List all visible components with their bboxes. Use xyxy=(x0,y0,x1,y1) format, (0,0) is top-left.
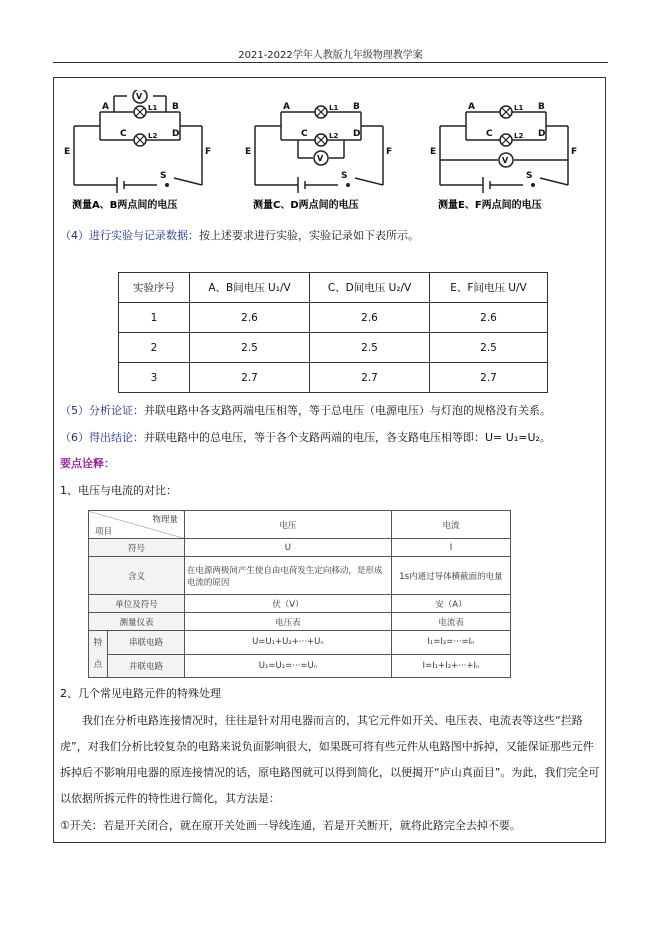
experiment-table xyxy=(118,272,548,393)
point-c-label: C xyxy=(120,129,127,139)
row-label: 单位及符号 xyxy=(89,595,185,613)
lamp2-label: L2 xyxy=(148,132,158,140)
row-label: 测量仪表 xyxy=(89,613,185,631)
col-current: 电流 xyxy=(391,511,510,539)
step-6-num: （6） xyxy=(60,431,89,444)
point-c-label: C xyxy=(301,129,308,139)
lamp2-label: L2 xyxy=(329,132,339,140)
header-rule xyxy=(53,62,608,63)
series-current: I₁=I₂=···=Iₙ xyxy=(391,631,510,655)
circuit-caption: 测量A、B两点间的电压 xyxy=(72,200,178,211)
cell-voltage: 在电源两极间产生使自由电荷发生定向移动，是形成电流的原因 xyxy=(184,557,391,595)
step-4-line xyxy=(60,228,419,244)
header-cell: 实验序号 xyxy=(119,273,190,303)
item-2-paragraph: 我们在分析电路连接情况时，往往是针对用电器而言的，其它元件如开关、电压表、电流表等这些“拦路虎”，对我们分析比较复杂的电路来说负面影响很大，如果既可将有些元件从电路图中拆掉，又能保证那些元件拆掉后不影响用电器的原连接情况的话，原电路图就可以得到简化，以便揭开“庐山真面目”。为此，我们完全可以依据所拆元件的特性进行简化，其方法是： xyxy=(60,714,600,805)
switch-rule: ①开关：若是开关闭合，就在原开关处画一导线连通，若是开关断开，就将此路完全去掉不要。 xyxy=(60,819,521,832)
step-5-line xyxy=(60,403,551,419)
cell-current: 1s内通过导体横截面的电量 xyxy=(391,557,510,595)
step-4-num: （4） xyxy=(60,229,89,242)
header-cell: E、F间电压 U/V xyxy=(430,273,548,303)
point-e-label: E xyxy=(430,147,437,157)
point-f-label: F xyxy=(205,147,212,157)
step-4-text: 按上述要求进行实验，实验记录如下表所示。 xyxy=(199,229,419,242)
step-6-title: 得出结论： xyxy=(89,431,144,444)
switch-label: S xyxy=(160,171,167,181)
voltmeter-label: V xyxy=(136,92,143,101)
header-cell: C、D间电压 U₂/V xyxy=(310,273,430,303)
table-cell: 2.7 xyxy=(430,363,548,393)
table-cell: 2.6 xyxy=(430,303,548,333)
point-b-label: B xyxy=(353,102,360,112)
lamp2-label: L2 xyxy=(514,132,524,140)
parallel-current: I=I₁+I₂+···+Iₙ xyxy=(391,654,510,678)
feature-label: 特点 xyxy=(89,631,108,678)
voltage-current-table xyxy=(88,510,511,678)
page-header: 2021-2022学年人教版九年级物理教学案 xyxy=(238,50,423,61)
table-cell: 1 xyxy=(119,303,190,333)
point-a-label: A xyxy=(102,102,109,112)
col-voltage: 电压 xyxy=(184,511,391,539)
cell-current: 安（A） xyxy=(391,595,510,613)
key-points-title: 要点诠释： xyxy=(60,457,115,470)
cell-current: 电流表 xyxy=(391,613,510,631)
table-row xyxy=(119,303,548,333)
point-e-label: E xyxy=(64,147,71,157)
circuit-diagram-cd xyxy=(243,90,405,215)
step-4-title: 进行实验与记录数据： xyxy=(89,229,199,242)
circuit-caption: 测量C、D两点间的电压 xyxy=(253,200,359,211)
corner-cell xyxy=(89,511,185,539)
parallel-label: 并联电路 xyxy=(108,654,185,678)
table-cell: 2.5 xyxy=(310,333,430,363)
step-5-num: （5） xyxy=(60,404,89,417)
lamp1-label: L1 xyxy=(329,104,339,112)
table-cell: 2.6 xyxy=(310,303,430,333)
switch-label: S xyxy=(341,171,348,181)
item-1-title: 1、电压与电流的对比： xyxy=(60,484,177,497)
table-cell: 2.7 xyxy=(310,363,430,393)
point-a-label: A xyxy=(283,102,290,112)
step-6-line xyxy=(60,430,551,446)
cell-voltage: 电压表 xyxy=(184,613,391,631)
table-cell: 2.6 xyxy=(190,303,310,333)
circuit-caption: 测量E、F两点间的电压 xyxy=(438,200,542,211)
point-d-label: D xyxy=(353,129,361,139)
corner-bottom: 项目 xyxy=(95,526,113,537)
row-label: 符号 xyxy=(89,539,185,557)
lamp1-label: L1 xyxy=(514,104,524,112)
point-d-label: D xyxy=(172,129,180,139)
point-f-label: F xyxy=(386,147,393,157)
point-c-label: C xyxy=(486,129,493,139)
point-d-label: D xyxy=(538,129,546,139)
table-row xyxy=(119,333,548,363)
row-label: 含义 xyxy=(89,557,185,595)
lamp1-label: L1 xyxy=(148,104,158,112)
step-6-text: 并联电路中的总电压，等于各个支路两端的电压，各支路电压相等即：U= U₁=U₂。 xyxy=(144,431,551,444)
circuit-diagram-ef xyxy=(428,90,590,215)
table-cell: 2 xyxy=(119,333,190,363)
item-2-title: 2、几个常见电路元件的特殊处理 xyxy=(60,687,221,700)
step-5-title: 分析论证： xyxy=(89,404,144,417)
cell-voltage: U xyxy=(184,539,391,557)
cell-current: I xyxy=(391,539,510,557)
step-5-text: 并联电路中各支路两端电压相等，等于总电压（电源电压）与灯泡的规格没有关系。 xyxy=(144,404,551,417)
circuit-diagram-ab xyxy=(62,90,224,215)
point-e-label: E xyxy=(245,147,252,157)
series-voltage: U=U₁+U₂+···+Uₙ xyxy=(184,631,391,655)
table-row xyxy=(119,363,548,393)
voltmeter-label: V xyxy=(317,154,324,163)
parallel-voltage: U₁=U₂=···=Uₙ xyxy=(184,654,391,678)
cell-voltage: 伏（V） xyxy=(184,595,391,613)
point-b-label: B xyxy=(172,102,179,112)
table-cell: 2.5 xyxy=(190,333,310,363)
header-cell: A、B间电压 U₁/V xyxy=(190,273,310,303)
table-cell: 2.7 xyxy=(190,363,310,393)
point-b-label: B xyxy=(538,102,545,112)
table-cell: 2.5 xyxy=(430,333,548,363)
table-cell: 3 xyxy=(119,363,190,393)
point-f-label: F xyxy=(571,147,578,157)
switch-label: S xyxy=(526,171,533,181)
voltmeter-label: V xyxy=(502,156,509,165)
corner-top: 物理量 xyxy=(152,514,178,525)
series-label: 串联电路 xyxy=(108,631,185,655)
point-a-label: A xyxy=(468,102,475,112)
table-header-row xyxy=(119,273,548,303)
